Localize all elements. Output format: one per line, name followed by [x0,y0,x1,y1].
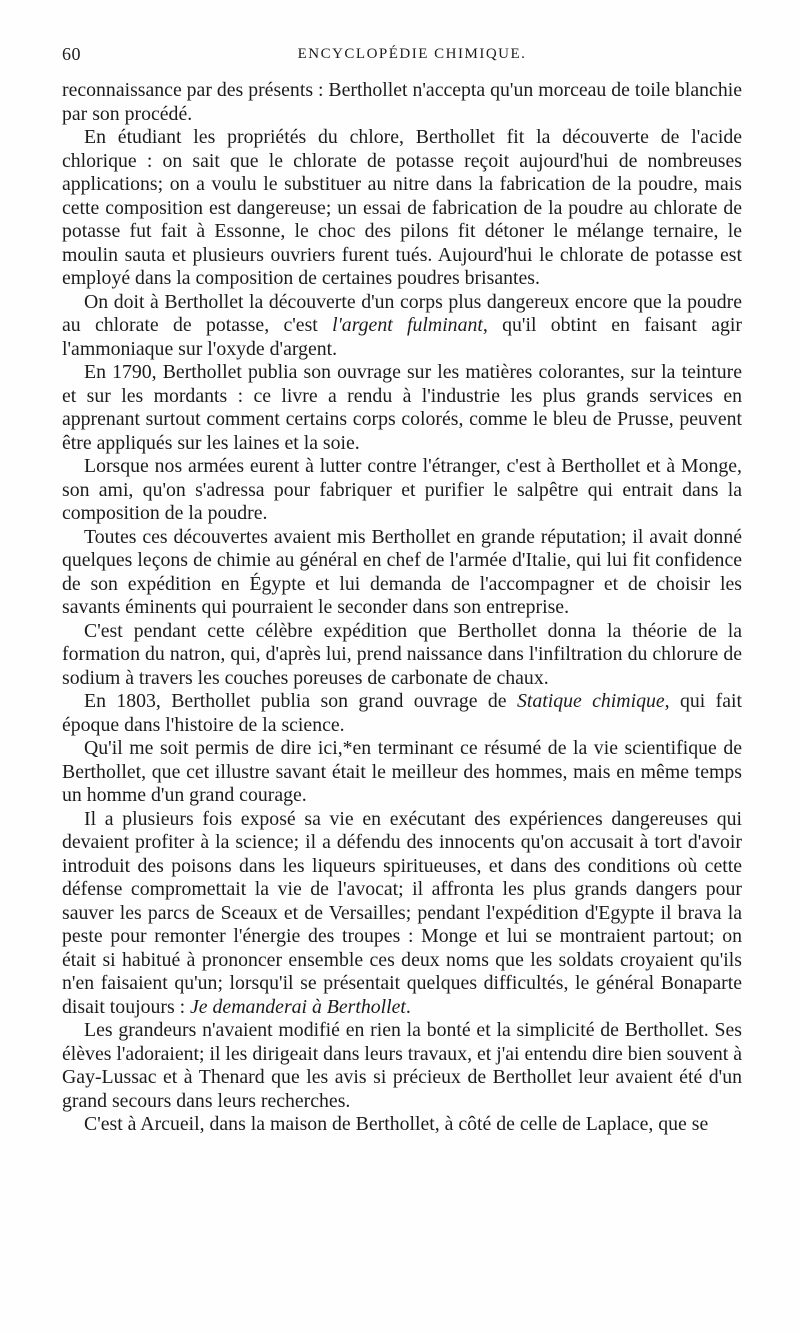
paragraph [62,808,742,1020]
paragraph: reconnaissance par des présents : Berthollet n'accepta qu'un morceau de toile blanchie par son procédé. [62,79,742,125]
body-text [62,79,742,1137]
paragraph-text: . [405,995,411,1018]
italic-term: l'argent fulminant [332,314,483,336]
paragraph: Les grandeurs n'avaient modifié en rien la bonté et la simplicité de Berthollet. Ses élèves l'adoraient; il les dirigeait dans leurs travaux, et j'ai entendu dire bien souvent à Gay-Lussac et à Thenard que les avis si précieux de Berthollet leur avaient été d'un grand secours dans leurs recherches. [62,1019,743,1112]
italic-quote: Je demanderai à Berthollet [190,995,406,1018]
paragraph-text: En 1803, Berthollet publia son grand ouvrage de [84,690,517,712]
paragraph [62,690,742,737]
paragraph [62,291,742,362]
paragraph: Lorsque nos armées eurent à lutter contre l'étranger, c'est à Berthollet et à Monge, son ami, qu'on s'adressa pour fabriquer et purifier le salpêtre qui entrait dans la composition de la poudre. [62,455,742,524]
paragraph: Toutes ces découvertes avaient mis Berthollet en grande réputation; il avait donné quelques leçons de chimie au général en chef de l'armée d'Italie, qui lui fit confidence de son expédition en Égypte et lui demanda de l'accompagner et de choisir les savants éminents qui pourraient le seconder dans son entreprise. [62,525,742,618]
paragraph-text: , qu'il obtint en faisant agir l'ammoniaque sur l'oxyde d'argent. [62,314,742,360]
page-number: 60 [62,44,81,64]
paragraph-text: Il a plusieurs fois exposé sa vie en exécutant des expériences dangereuses qui devaient profiter à la science; il a défendu des innocents qu'on accusait à tort d'avoir introduit des poisons dans les liqueurs spiritueuses, et dans des conditions où cette défense compromettait la vie de l'avocat; il affronta les plus grands dangers pour sauver les parcs de Sceaux et de Versailles; pendant l'expédition d'Egypte il brava la peste pour remonter l'énergie des troupes : Monge et lui se montraient partout; on était si habitué à prononcer ensemble ces deux noms que les soldats croyaient qu'ils n'en faisaient qu'un; lorsqu'il se présentait quelques difficultés, le général Bonaparte disait toujours : [62,807,742,1018]
running-title: ENCYCLOPÉDIE CHIMIQUE. [297,46,527,62]
italic-title: Statique chimique [516,690,665,712]
paragraph: En 1790, Berthollet publia son ouvrage sur les matières colorantes, sur la teinture et sur les mordants : ce livre a rendu à l'industrie les plus grands services en apprenant surtout comment certains corps colorés, comme le bleu de Prusse, peuvent être appliqués sur les laines et la soie. [62,361,742,454]
page-header [62,44,742,70]
paragraph-text: , qui fait époque dans l'histoire de la science. [62,690,742,736]
paragraph: Qu'il me soit permis de dire ici,*en terminant ce résumé de la vie scientifique de Berthollet, que cet illustre savant était le meilleur des hommes, mais en même temps un homme d'un grand courage. [62,737,742,806]
paragraph: C'est pendant cette célèbre expédition que Berthollet donna la théorie de la formation du natron, qui, d'après lui, prend naissance dans l'infiltration du chlorure de sodium à travers les couches poreuses de carbonate de chaux. [62,619,742,689]
paragraph: En étudiant les propriétés du chlore, Berthollet fit la découverte de l'acide chlorique : on sait que le chlorate de potasse reçoit aujourd'hui de nombreuses applications; on a voulu le substituer au nitre dans la fabrication de la poudre, mais cette composition est dangereuse; un essai de fabrication de la poudre au chlorate de potasse fut fait à Essonne, le choc des pilons fit détoner le mélange ternaire, le moulin sauta et plusieurs ouvriers furent tués. Aujourd'hui le chlorate de potasse est employé dans la composition de certaines poudres brisantes. [62,126,742,289]
paragraph-text: On doit à Berthollet la découverte d'un corps plus dangereux encore que la poudre au chlorate de potasse, c'est [62,290,742,336]
paragraph: C'est à Arcueil, dans la maison de Berthollet, à côté de celle de Laplace, que se [84,1113,709,1135]
